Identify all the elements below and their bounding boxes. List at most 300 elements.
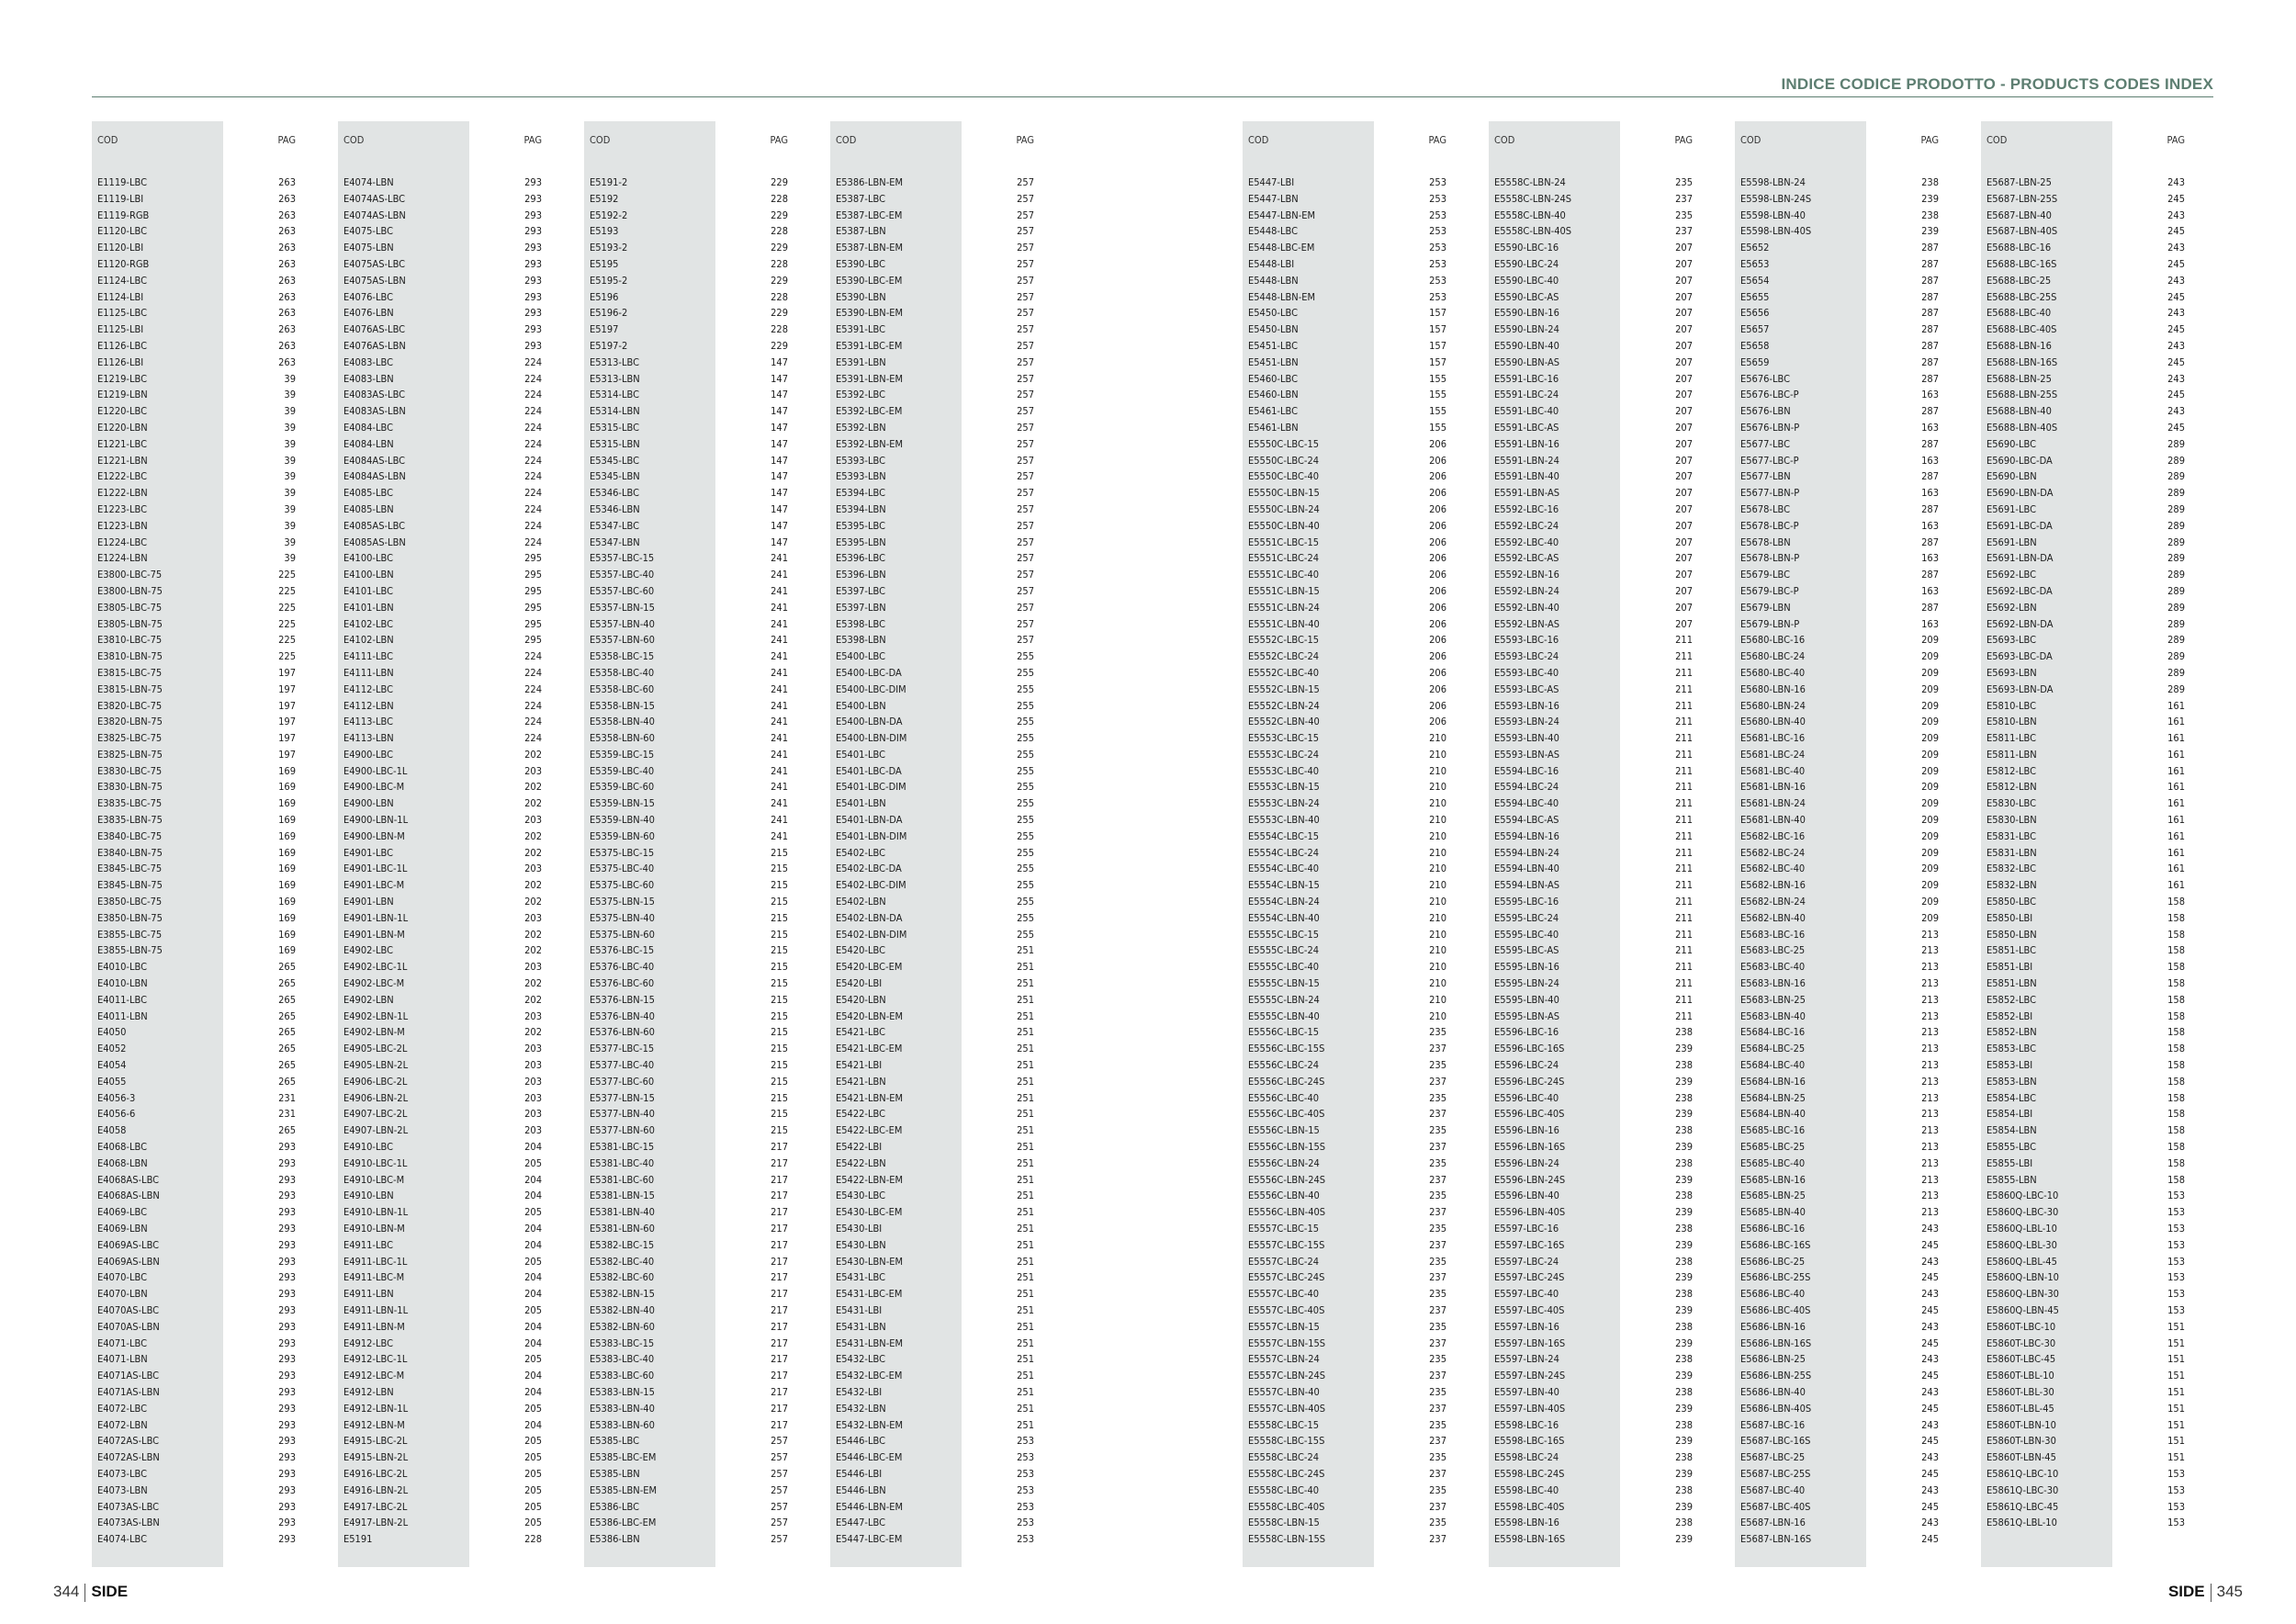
- product-code: E4912-LBN-1L: [343, 1402, 409, 1415]
- page-number: 158: [2167, 961, 2185, 974]
- product-code: E5421-LBI: [836, 1059, 883, 1072]
- page-number: 235: [1429, 1451, 1446, 1464]
- index-row: [590, 436, 805, 453]
- index-row: [1494, 1024, 1709, 1041]
- product-code: E5596-LBN-24: [1494, 1156, 1559, 1169]
- product-code: E5430-LBC-EM: [836, 1206, 903, 1219]
- product-code: E5687-LBC-25: [1740, 1451, 1806, 1464]
- product-code: E1220-LBC: [97, 405, 148, 418]
- page-number: 39: [284, 519, 296, 532]
- page-number: 243: [1921, 1288, 1939, 1301]
- page-number: 251: [1017, 1091, 1034, 1104]
- index-row: [1986, 1041, 2201, 1057]
- page-number: 147: [771, 389, 788, 401]
- product-code: E5594-LBN-24: [1494, 846, 1559, 859]
- product-code: E5402-LBC-DIM: [836, 879, 906, 892]
- index-row: [1740, 927, 1955, 943]
- page-number: 293: [278, 1238, 296, 1251]
- product-code: E4900-LBC-M: [343, 781, 405, 794]
- product-code: E1125-LBC: [97, 307, 148, 320]
- page-number: 289: [2167, 470, 2185, 483]
- index-row: [590, 191, 805, 208]
- product-code: E5420-LBC: [836, 944, 886, 957]
- page-number: 265: [278, 1075, 296, 1088]
- product-code: E4100-LBC: [343, 552, 394, 565]
- page-number: 293: [278, 1435, 296, 1448]
- page-number: 197: [278, 682, 296, 695]
- index-row: [1248, 1057, 1463, 1074]
- product-code: E5590-LBN-AS: [1494, 355, 1560, 368]
- page-number: 211: [1675, 764, 1693, 777]
- product-code: E3825-LBN-75: [97, 748, 163, 761]
- page-number: 209: [1921, 650, 1939, 663]
- product-code: E4911-LBC-1L: [343, 1255, 408, 1268]
- column-header: [590, 134, 805, 147]
- product-code: E5591-LBC-40: [1494, 405, 1559, 418]
- index-row: [1986, 648, 2201, 665]
- page-number: 237: [1429, 1402, 1446, 1415]
- index-row: [1494, 795, 1709, 812]
- index-row: [97, 1139, 312, 1156]
- product-code: E5686-LBC-40S: [1740, 1303, 1811, 1316]
- index-row: [1986, 1286, 2201, 1303]
- index-row: [1248, 502, 1463, 518]
- page-number: 289: [2167, 650, 2185, 663]
- index-row: [343, 927, 558, 943]
- product-code: E5432-LBN: [836, 1402, 886, 1415]
- page-number: 207: [1675, 274, 1693, 287]
- page-number: 257: [1017, 617, 1034, 630]
- index-row: [1494, 1139, 1709, 1156]
- product-code: E5680-LBN-40: [1740, 716, 1806, 728]
- index-row: [343, 829, 558, 845]
- product-code: E5346-LBN: [590, 502, 640, 515]
- product-code: E5596-LBC-40: [1494, 1091, 1559, 1104]
- product-code: E4073-LBC: [97, 1467, 148, 1480]
- index-row: [590, 1515, 805, 1531]
- product-code: E5592-LBN-AS: [1494, 617, 1560, 630]
- product-code: E5375-LBN-15: [590, 896, 655, 908]
- index-row: [590, 845, 805, 862]
- index-row: [1740, 829, 1955, 845]
- product-code: E5192-2: [590, 209, 628, 221]
- product-code: E5381-LBC-15: [590, 1141, 655, 1154]
- product-code: E4912-LBC: [343, 1336, 394, 1349]
- product-code: E5345-LBN: [590, 470, 640, 483]
- product-code: E3815-LBC-75: [97, 666, 163, 679]
- product-code: E5691-LBC: [1986, 502, 2037, 515]
- index-row: [836, 632, 1051, 648]
- product-code: E5676-LBC-P: [1740, 389, 1799, 401]
- page-number: 263: [278, 192, 296, 205]
- index-row: [343, 305, 558, 321]
- index-row: [1494, 1106, 1709, 1122]
- index-row: [1494, 1384, 1709, 1401]
- product-code: E5446-LBI: [836, 1467, 883, 1480]
- page-number: 237: [1429, 1500, 1446, 1513]
- product-code: E5683-LBC-25: [1740, 944, 1806, 957]
- index-row: [343, 942, 558, 959]
- index-row: [1248, 1090, 1463, 1107]
- page-number: 210: [1429, 961, 1446, 974]
- index-row: [590, 1074, 805, 1090]
- product-code: E5390-LBN-EM: [836, 307, 904, 320]
- index-row: [97, 273, 312, 289]
- product-code: E4074-LBN: [343, 176, 394, 188]
- product-code: E5396-LBC: [836, 552, 886, 565]
- page-number: 213: [1921, 1009, 1939, 1022]
- product-code: E5315-LBN: [590, 437, 640, 450]
- index-row: [1986, 321, 2201, 338]
- product-code: E3805-LBN-75: [97, 617, 163, 630]
- product-code: E5598-LBC-24: [1494, 1451, 1559, 1464]
- page-number: 245: [1921, 1336, 1939, 1349]
- index-row: [1494, 910, 1709, 927]
- index-row: [590, 175, 805, 191]
- product-code: E5688-LBC-16: [1986, 242, 2052, 254]
- index-row: [836, 1417, 1051, 1434]
- index-row: [1986, 600, 2201, 616]
- product-code: E4900-LBC: [343, 748, 394, 761]
- index-row: [836, 648, 1051, 665]
- page-number: 241: [771, 748, 788, 761]
- page-number: 289: [2167, 634, 2185, 647]
- product-code: E4915-LBC-2L: [343, 1435, 408, 1448]
- page-number: 251: [1017, 1206, 1034, 1219]
- page-number: 151: [2167, 1385, 2185, 1398]
- page-number: 255: [1017, 716, 1034, 728]
- page-number: 228: [524, 1533, 542, 1546]
- product-code: E5686-LBN-25S: [1740, 1370, 1812, 1382]
- page-number: 207: [1675, 355, 1693, 368]
- page-number: 293: [524, 307, 542, 320]
- product-code: E5402-LBC: [836, 846, 886, 859]
- page-number: 211: [1675, 781, 1693, 794]
- product-code: E5690-LBC-DA: [1986, 454, 2053, 467]
- index-row: [1494, 1074, 1709, 1090]
- page-number: 229: [771, 242, 788, 254]
- product-code: E4906-LBC-2L: [343, 1075, 408, 1088]
- product-code: E5556C-LBC-40: [1248, 1091, 1320, 1104]
- product-code: E3845-LBC-75: [97, 863, 163, 875]
- index-row: [1740, 1172, 1955, 1189]
- index-row: [590, 942, 805, 959]
- product-code: E4900-LBC-1L: [343, 764, 408, 777]
- product-code: E5383-LBC-60: [590, 1370, 655, 1382]
- index-row: [1248, 1319, 1463, 1336]
- index-row: [343, 877, 558, 894]
- page-number: 151: [2167, 1353, 2185, 1366]
- index-row: [836, 861, 1051, 877]
- product-code: E3805-LBC-75: [97, 601, 163, 614]
- page-number: 211: [1675, 666, 1693, 679]
- index-row: [1986, 1122, 2201, 1139]
- page-number: 257: [1017, 552, 1034, 565]
- index-row: [836, 1172, 1051, 1189]
- page-number: 153: [2167, 1288, 2185, 1301]
- index-row: [1740, 1122, 1955, 1139]
- left-page-number: 344: [53, 1583, 80, 1601]
- page-number: 237: [1429, 1108, 1446, 1121]
- folio-separator: [2211, 1584, 2212, 1602]
- page-number: 211: [1675, 814, 1693, 827]
- index-row: [1986, 240, 2201, 256]
- index-row: [97, 1483, 312, 1499]
- product-code: E5597-LBC-40: [1494, 1288, 1559, 1301]
- page-number: 257: [771, 1435, 788, 1448]
- product-code: E5593-LBC-24: [1494, 650, 1559, 663]
- product-code: E4910-LBC-M: [343, 1173, 405, 1186]
- page-number: 204: [524, 1336, 542, 1349]
- product-code: E5192: [590, 192, 619, 205]
- product-code: E5193: [590, 225, 619, 238]
- page-number: 224: [524, 650, 542, 663]
- index-row: [836, 747, 1051, 763]
- index-row: [343, 1531, 558, 1548]
- product-code: E5861Q-LBC-30: [1986, 1483, 2059, 1496]
- index-row: [1494, 1449, 1709, 1466]
- page-number: 210: [1429, 732, 1446, 745]
- index-row: [1494, 289, 1709, 306]
- product-code: E1221-LBC: [97, 437, 148, 450]
- index-row: [836, 1368, 1051, 1384]
- page-number: 243: [2167, 176, 2185, 188]
- page-number: 224: [524, 699, 542, 712]
- index-row: [97, 910, 312, 927]
- product-code: E5597-LBC-24: [1494, 1255, 1559, 1268]
- page-number: 235: [1429, 1320, 1446, 1333]
- index-row: [343, 1401, 558, 1417]
- page-number: 235: [1429, 1190, 1446, 1202]
- page-number: 202: [524, 748, 542, 761]
- page-number: 209: [1921, 879, 1939, 892]
- product-code: E5377-LBN-15: [590, 1091, 655, 1104]
- page-number: 245: [2167, 225, 2185, 238]
- product-code: E5597-LBN-16S: [1494, 1336, 1566, 1349]
- index-row: [836, 812, 1051, 829]
- index-row: [1494, 1499, 1709, 1516]
- page-number: 241: [771, 699, 788, 712]
- product-code: E5402-LBC-DA: [836, 863, 902, 875]
- index-row: [343, 502, 558, 518]
- index-row: [343, 1188, 558, 1204]
- index-row: [1248, 747, 1463, 763]
- index-row: [97, 665, 312, 682]
- index-row: [1986, 1188, 2201, 1204]
- product-code: E5381-LBC-40: [590, 1156, 655, 1169]
- page-number: 153: [2167, 1271, 2185, 1284]
- index-row: [836, 273, 1051, 289]
- page-number: 253: [1017, 1451, 1034, 1464]
- page-number: 204: [524, 1271, 542, 1284]
- product-code: E5557C-LBN-15S: [1248, 1336, 1326, 1349]
- product-code: E4083AS-LBN: [343, 405, 406, 418]
- product-code: E4912-LBC-M: [343, 1370, 405, 1382]
- product-code: E5860T-LBN-45: [1986, 1451, 2056, 1464]
- product-code: E5686-LBN-16S: [1740, 1336, 1812, 1349]
- product-code: E5195: [590, 257, 619, 270]
- page-number: 243: [2167, 307, 2185, 320]
- page-number: 293: [278, 1370, 296, 1382]
- page-number: 245: [1921, 1467, 1939, 1480]
- page-number: 255: [1017, 682, 1034, 695]
- product-code: E5860Q-LBL-30: [1986, 1238, 2057, 1251]
- product-code: E5597-LBN-40S: [1494, 1402, 1566, 1415]
- product-code: E5597-LBN-24S: [1494, 1370, 1566, 1382]
- index-row: [97, 1531, 312, 1548]
- product-code: E5693-LBN-DA: [1986, 682, 2054, 695]
- index-row: [97, 1319, 312, 1336]
- product-code: E5598-LBN-40S: [1740, 225, 1812, 238]
- product-code: E5684-LBN-16: [1740, 1075, 1806, 1088]
- page-number: 207: [1675, 487, 1693, 500]
- index-row: [343, 355, 558, 371]
- product-code: E5686-LBC-25: [1740, 1255, 1806, 1268]
- product-code: E4101-LBN: [343, 601, 394, 614]
- page-number: 147: [771, 502, 788, 515]
- page-number: 153: [2167, 1255, 2185, 1268]
- page-number: 239: [1675, 1500, 1693, 1513]
- index-row: [1986, 289, 2201, 306]
- page-number: 229: [771, 176, 788, 188]
- index-row: [1248, 485, 1463, 502]
- product-code: E5854-LBN: [1986, 1124, 2037, 1137]
- page-number: 255: [1017, 896, 1034, 908]
- product-code: E5592-LBN-16: [1494, 569, 1559, 581]
- page-number: 202: [524, 977, 542, 990]
- index-row: [1740, 1286, 1955, 1303]
- index-row: [97, 1499, 312, 1516]
- index-row: [1494, 1351, 1709, 1368]
- product-code: E5400-LBN-DIM: [836, 732, 907, 745]
- page-number: 295: [524, 569, 542, 581]
- product-code: E4076AS-LBN: [343, 339, 406, 352]
- page-number: 225: [278, 634, 296, 647]
- index-row: [1740, 1384, 1955, 1401]
- page-number: 293: [278, 1320, 296, 1333]
- index-row: [1986, 682, 2201, 698]
- page-number: 251: [1017, 1353, 1034, 1366]
- product-code: E5432-LBC: [836, 1353, 886, 1366]
- product-code: E5593-LBN-40: [1494, 732, 1559, 745]
- index-row: [1248, 730, 1463, 747]
- page-number: 203: [524, 1009, 542, 1022]
- index-row: [1248, 256, 1463, 273]
- product-code: E5681-LBC-40: [1740, 764, 1806, 777]
- page-number: 255: [1017, 911, 1034, 924]
- product-code: E5686-LBN-25: [1740, 1353, 1806, 1366]
- page-number: 257: [1017, 176, 1034, 188]
- index-row: [1494, 894, 1709, 910]
- page-number: 239: [1675, 1075, 1693, 1088]
- index-row: [1248, 1384, 1463, 1401]
- product-code: E5552C-LBC-15: [1248, 634, 1320, 647]
- index-row: [343, 273, 558, 289]
- index-row: [1986, 208, 2201, 224]
- index-row: [1986, 1483, 2201, 1499]
- page-number: 211: [1675, 682, 1693, 695]
- page-number: 239: [1921, 225, 1939, 238]
- page-number: 204: [524, 1385, 542, 1398]
- index-row: [836, 1351, 1051, 1368]
- product-code: E4911-LBN-1L: [343, 1303, 409, 1316]
- index-row: [1740, 240, 1955, 256]
- page-number: 245: [1921, 1370, 1939, 1382]
- product-code: E4085-LBN: [343, 502, 394, 515]
- page-number: 147: [771, 487, 788, 500]
- product-code: E5550C-LBC-15: [1248, 437, 1320, 450]
- page-number: 257: [1017, 634, 1034, 647]
- product-code: E5693-LBN: [1986, 666, 2037, 679]
- page-number: 158: [2167, 977, 2185, 990]
- index-row: [343, 1009, 558, 1025]
- product-code: E5556C-LBC-15S: [1248, 1043, 1325, 1055]
- index-row: [1248, 1254, 1463, 1270]
- product-code: E4075-LBC: [343, 225, 394, 238]
- index-row: [97, 1090, 312, 1107]
- page-number: 158: [2167, 1009, 2185, 1022]
- product-code: E5461-LBN: [1248, 421, 1299, 434]
- index-row: [1248, 305, 1463, 321]
- column-header: [836, 134, 1051, 147]
- product-code: E5556C-LBN-24: [1248, 1156, 1320, 1169]
- page-number: 153: [2167, 1483, 2185, 1496]
- page-number: 213: [1921, 1124, 1939, 1137]
- page-number: 251: [1017, 961, 1034, 974]
- page-number: 213: [1921, 1206, 1939, 1219]
- index-row: [1740, 600, 1955, 616]
- index-row: [343, 1237, 558, 1254]
- index-row: [343, 1466, 558, 1483]
- product-code: E5850-LBC: [1986, 896, 2037, 908]
- page-number: 293: [278, 1223, 296, 1235]
- index-row: [1248, 845, 1463, 862]
- index-row: [1494, 1188, 1709, 1204]
- index-row: [836, 1221, 1051, 1237]
- page-number: 237: [1429, 1467, 1446, 1480]
- page-number: 243: [1921, 1451, 1939, 1464]
- page-number: 147: [771, 355, 788, 368]
- page-number: 238: [1675, 1353, 1693, 1366]
- index-row: [1494, 468, 1709, 485]
- page-number: 235: [1429, 1255, 1446, 1268]
- page-number: 161: [2167, 699, 2185, 712]
- page-number: 241: [771, 666, 788, 679]
- product-code: E5391-LBN-EM: [836, 372, 904, 385]
- page-number: 255: [1017, 764, 1034, 777]
- product-code: E5551C-LBC-24: [1248, 552, 1320, 565]
- index-row: [97, 861, 312, 877]
- product-code: E5421-LBN: [836, 1075, 886, 1088]
- page-number: 225: [278, 617, 296, 630]
- product-code: E5401-LBC-DA: [836, 764, 902, 777]
- index-row: [1494, 616, 1709, 633]
- index-row: [1740, 714, 1955, 730]
- product-code: E5597-LBC-40S: [1494, 1303, 1565, 1316]
- page-number: 263: [278, 274, 296, 287]
- index-row: [1740, 485, 1955, 502]
- page-number: 245: [1921, 1303, 1939, 1316]
- index-row: [1248, 1417, 1463, 1434]
- product-code: E5592-LBN-24: [1494, 584, 1559, 597]
- index-row: [1740, 1368, 1955, 1384]
- page-number: 206: [1429, 470, 1446, 483]
- product-code: E5597-LBC-16S: [1494, 1238, 1565, 1251]
- page-number: 251: [1017, 993, 1034, 1006]
- page-number: 147: [771, 454, 788, 467]
- index-row: [590, 1433, 805, 1449]
- page-number: 257: [771, 1533, 788, 1546]
